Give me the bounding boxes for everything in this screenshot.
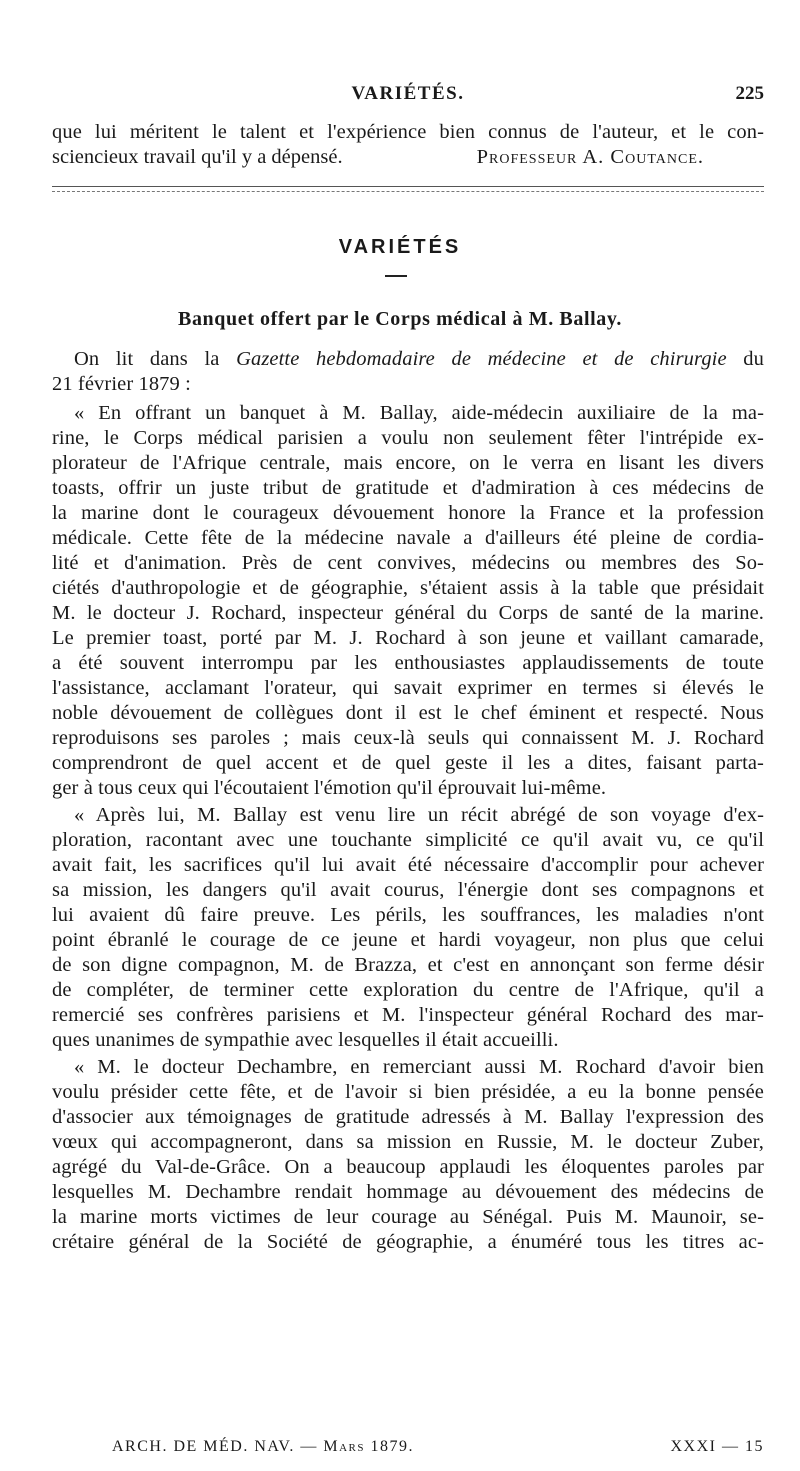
- text-line: ger à tous ceux qui l'écoutaient l'émotion qu'il éprouvait lui-même.: [52, 777, 607, 799]
- text-line: remercié ses confrères parisiens et M. l'inspecteur général Rochard des mar-: [52, 1004, 764, 1026]
- text-line: a été souvent interrompu par les enthousiastes applaudissements de toute: [52, 652, 764, 674]
- text-line: l'assistance, acclamant l'orateur, qui savait exprimer en termes si élevés le: [52, 677, 764, 699]
- text-line: la marine dont le courageux dévouement honore la France et la profession: [52, 502, 764, 524]
- text-line: noble dévouement de collègues dont il est le chef éminent et respecté. Nous: [52, 702, 764, 724]
- text-line: agrégé du Val-de-Grâce. On a beaucoup applaudi les éloquentes paroles par: [52, 1156, 764, 1178]
- text-line: Le premier toast, porté par M. J. Rochard à son jeune et vaillant camarade,: [52, 627, 764, 649]
- text-line: « En offrant un banquet à M. Ballay, aide-médecin auxiliaire de la ma-: [74, 402, 764, 424]
- text-line: « Après lui, M. Ballay est venu lire un récit abrégé de son voyage d'ex-: [74, 804, 764, 826]
- section-dash: [385, 275, 407, 277]
- text-line: toasts, offrir un juste tribut de gratitude et d'admiration à ces médecins de: [52, 477, 764, 499]
- text-line: vœux qui accompagneront, dans sa mission en Russie, M. le docteur Zuber,: [52, 1131, 764, 1153]
- intro-line: On lit dans la Gazette hebdomadaire de médecine et de chirurgie du: [74, 348, 764, 370]
- intro-date-line: 21 février 1879 :: [52, 373, 191, 395]
- author-signature: Professeur A. Coutance.: [476, 146, 704, 168]
- text-line: « M. le docteur Dechambre, en remerciant aussi M. Rochard d'avoir bien: [74, 1056, 764, 1078]
- journal-footer: ARCH. DE MÉD. NAV. — Mars 1879.: [112, 1438, 414, 1455]
- signature-mark: XXXI — 15: [670, 1438, 764, 1455]
- text-line: de son digne compagnon, M. de Brazza, et c'est en annonçant son ferme désir: [52, 954, 764, 976]
- text-line: plorateur de l'Afrique centrale, mais encore, on le verra en lisant les divers: [52, 452, 764, 474]
- text-line: ciétés d'authropologie et de géographie, s'étaient assis à la table que présidait: [52, 577, 764, 599]
- text-line: lui avaient dû faire preuve. Les périls, les souffrances, les maladies n'ont: [52, 904, 764, 926]
- text-line: ploration, racontant avec une touchante simplicité ce qu'il avait vu, ce qu'il: [52, 829, 764, 851]
- paragraph-1: [52, 401, 764, 801]
- page-number: 225: [735, 83, 764, 104]
- text-line: la marine morts victimes de leur courage au Sénégal. Puis M. Maunoir, se-: [52, 1206, 764, 1228]
- running-head: [52, 83, 764, 107]
- text-line: comprendront de quel accent et de quel geste il les a dites, faisant parta-: [52, 752, 764, 774]
- text-line: médicale. Cette fête de la médecine navale a d'ailleurs été pleine de cordia-: [52, 527, 764, 549]
- text-line: que lui méritent le talent et l'expérience bien connus de l'auteur, et le con-: [52, 121, 764, 143]
- text-line: crétaire général de la Société de géographie, a énuméré tous les titres ac-: [52, 1231, 764, 1253]
- text-line: sa mission, les dangers qu'il avait courus, l'énergie dont ses compagnons et: [52, 879, 764, 901]
- paragraph-3: [52, 1055, 764, 1255]
- text-line: lesquelles M. Dechambre rendait hommage au dévouement des médecins de: [52, 1181, 764, 1203]
- separator-rule-dashed: [52, 191, 764, 192]
- journal-title: Gazette hebdomadaire de médecine et de chirurgie: [236, 348, 727, 370]
- running-title: VARIÉTÉS.: [351, 83, 465, 104]
- signature-line: [52, 145, 764, 170]
- text-line: M. le docteur J. Rochard, inspecteur général du Corps de santé de la marine.: [52, 602, 764, 624]
- text-line: sciencieux travail qu'il y a dépensé.: [52, 146, 343, 168]
- previous-article-ending: [52, 120, 764, 170]
- text-line: de compléter, de terminer cette exploration du centre de l'Afrique, qu'il a: [52, 979, 764, 1001]
- text-line: d'associer aux témoignages de gratitude adressés à M. Ballay l'expression des: [52, 1106, 764, 1128]
- text-line: rine, le Corps médical parisien a voulu non seulement fêter l'intrépide ex-: [52, 427, 764, 449]
- article-title: Banquet offert par le Corps médical à M. Ballay.: [178, 308, 622, 330]
- text-line: lité et d'animation. Près de cent convives, médecins ou membres des So-: [52, 552, 764, 574]
- paragraph-2: [52, 803, 764, 1053]
- article-body: [52, 347, 764, 1255]
- text-line: point ébranlé le courage de ce jeune et hardi voyageur, non plus que celui: [52, 929, 764, 951]
- text-line: ques unanimes de sympathie avec lesquelles il était accueilli.: [52, 1029, 559, 1051]
- text-line: reproduisons ses paroles ; mais ceux-là seuls qui connaissent M. J. Rochard: [52, 727, 764, 749]
- section-title: VARIÉTÉS: [338, 236, 462, 258]
- text-line: voulu présider cette fête, et de l'avoir si bien présidée, a eu la bonne pensée: [52, 1081, 764, 1103]
- page-footer: [52, 1438, 764, 1460]
- text-line: avait fait, les sacrifices qu'il lui avait été nécessaire d'accomplir pour achever: [52, 854, 764, 876]
- separator-rule: [52, 186, 764, 187]
